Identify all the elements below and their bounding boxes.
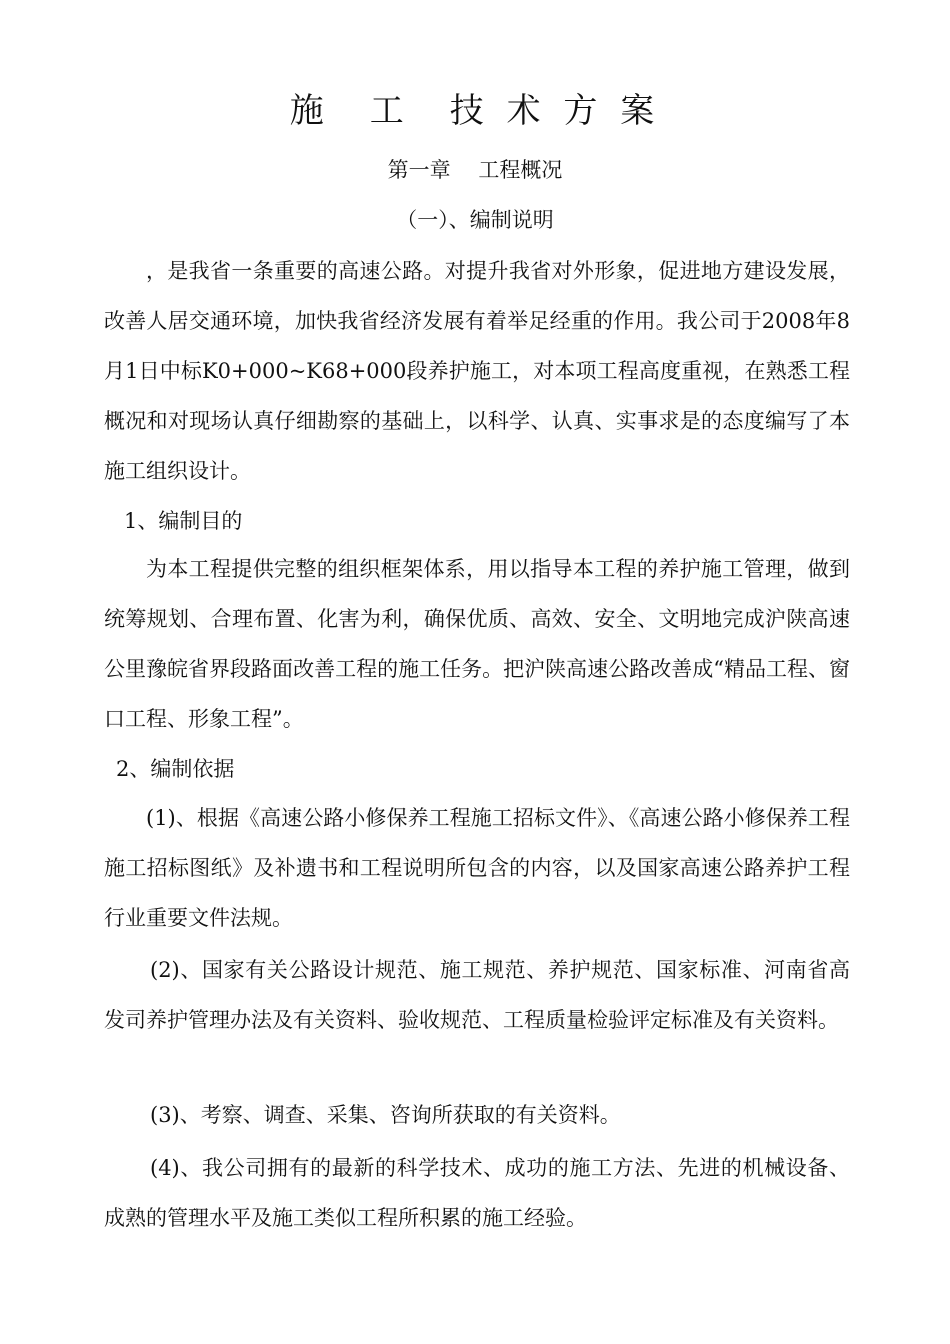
intro-paragraph: ，是我省一条重要的高速公路。对提升我省对外形象，促进地方建设发展，改善人居交通环境，加快我省经济发展有着举足经重的作用。我公司于2008年8月1日中标K0+000~K68+000段养护施工，对本项工程高度重视，在熟悉工程概况和对现场认真仔细勘察的基础上，以科学、认真、实事求是的态度编写了本施工组织设计。 bbox=[104, 259, 850, 483]
purpose-heading: 1、编制目的 bbox=[124, 509, 243, 533]
basis-heading: 2、编制依据 bbox=[116, 757, 235, 781]
section-heading: （一）、编制说明 bbox=[396, 208, 554, 232]
basis-item-2: (2)、国家有关公路设计规范、施工规范、养护规范、国家标准、河南省高发司养护管理办法及有关资料、验收规范、工程质量检验评定标准及有关资料。 bbox=[104, 958, 850, 1032]
basis-item-4: (4)、我公司拥有的最新的科学技术、成功的施工方法、先进的机械设备、成熟的管理水平及施工类似工程所积累的施工经验。 bbox=[104, 1156, 850, 1230]
basis-item-3: (3)、考察、调查、采集、咨询所获取的有关资料。 bbox=[150, 1103, 621, 1127]
chapter-heading: 第一章 工程概况 bbox=[387, 158, 563, 182]
purpose-paragraph: 为本工程提供完整的组织框架体系，用以指导本工程的养护施工管理，做到统筹规划、合理布置、化害为利，确保优质、高效、安全、文明地完成沪陕高速公里豫皖省界段路面改善工程的施工任务。把沪陕高速公路改善成“精品工程、窗口工程、形象工程”。 bbox=[104, 557, 850, 731]
document-title: 施 工 技 术 方 案 bbox=[289, 91, 661, 131]
basis-item-1: (1)、根据《高速公路小修保养工程施工招标文件》、《高速公路小修保养工程施工招标图纸》及补遗书和工程说明所包含的内容，以及国家高速公路养护工程行业重要文件法规。 bbox=[104, 806, 850, 930]
